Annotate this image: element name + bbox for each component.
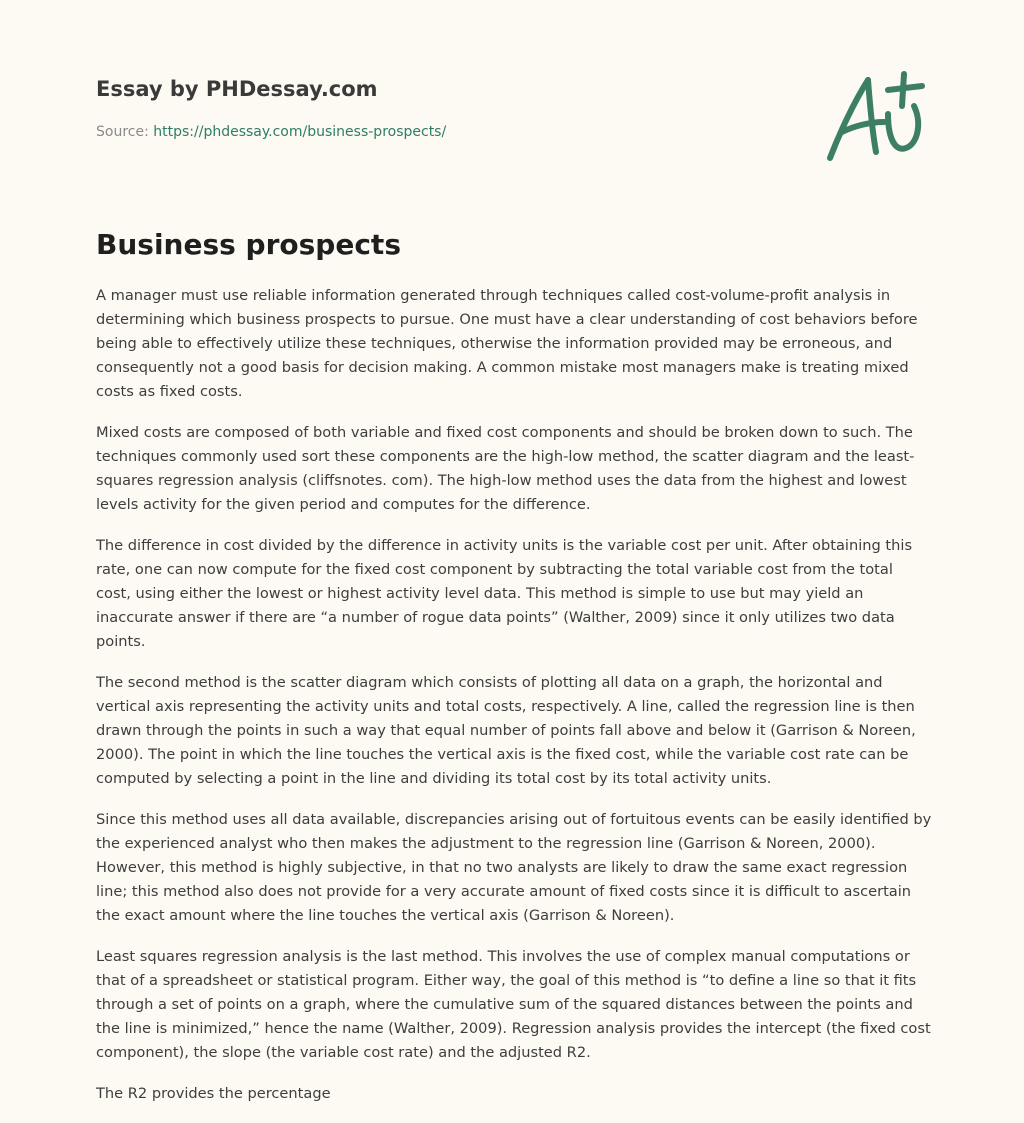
paragraph: A manager must use reliable information generated through techniques called cost-volume-profit analysis in determining which business prospects to pursue. One must have a clear understanding of cost behaviors before being able to effectively utilize these techniques, otherwise the information provided may be erroneous, and consequently not a good basis for decision making. A common mistake most managers make is treating mixed costs as fixed costs. [96, 287, 918, 400]
paragraph: The second method is the scatter diagram which consists of plotting all data on a graph, the horizontal and vertical axis representing the activity units and total costs, respectively. A line, called the regression line is then drawn through the points in such a way that equal number of points fall above and below it (Garrison & Noreen, 2000). The point in which the line touches the vertical axis is the fixed cost, while the variable cost rate can be computed by selecting a point in the line and dividing its total cost by its total activity units. [96, 674, 916, 787]
paragraph: The difference in cost divided by the difference in activity units is the variable cost per unit. After obtaining this rate, one can now compute for the fixed cost component by subtracting the total variable cost from the total cost, using either the lowest or highest activity level data. This method is simple to use but may yield an inaccurate answer if there are “a number of rogue data points” (Walther, 2009) since it only utilizes two data points. [96, 537, 913, 650]
page-header [96, 74, 796, 142]
source-line [96, 122, 796, 142]
source-link[interactable]: https://phdessay.com/business-prospects/ [153, 124, 447, 140]
paragraph: The R2 provides the percentage [96, 1085, 331, 1102]
article-body [96, 284, 932, 1123]
paragraph: Since this method uses all data available, discrepancies arising out of fortuitous events can be easily identified by the experienced analyst who then makes the adjustment to the regression line (Garrison & Noreen, 2000). However, this method is highly subjective, in that no two analysts are likely to draw the same exact regression line; this method also does not provide for a very accurate amount of fixed costs since it is difficult to ascertain the exact amount where the line touches the vertical axis (Garrison & Noreen). [96, 811, 932, 924]
article-title: Business prospects [96, 228, 401, 261]
source-label: Source: [96, 124, 149, 140]
paragraph: Least squares regression analysis is the last method. This involves the use of complex manual computations or that of a spreadsheet or statistical program. Either way, the goal of this method is “to define a line so that it fits through a set of points on a graph, where the cumulative sum of the squared distances between the points and the line is minimized,” hence the name (Walther, 2009). Regression analysis provides the intercept (the fixed cost component), the slope (the variable cost rate) and the adjusted R2. [96, 948, 931, 1061]
site-brand: Essay by PHDessay.com [96, 77, 378, 101]
paragraph: Mixed costs are composed of both variable and fixed cost components and should be broken down to such. The techniques commonly used sort these components are the high-low method, the scatter diagram and the least-squares regression analysis (cliffsnotes. com). The high-low method uses the data from the highest and lowest levels activity for the given period and computes for the difference. [96, 424, 915, 513]
a-plus-grade-icon [818, 66, 930, 166]
